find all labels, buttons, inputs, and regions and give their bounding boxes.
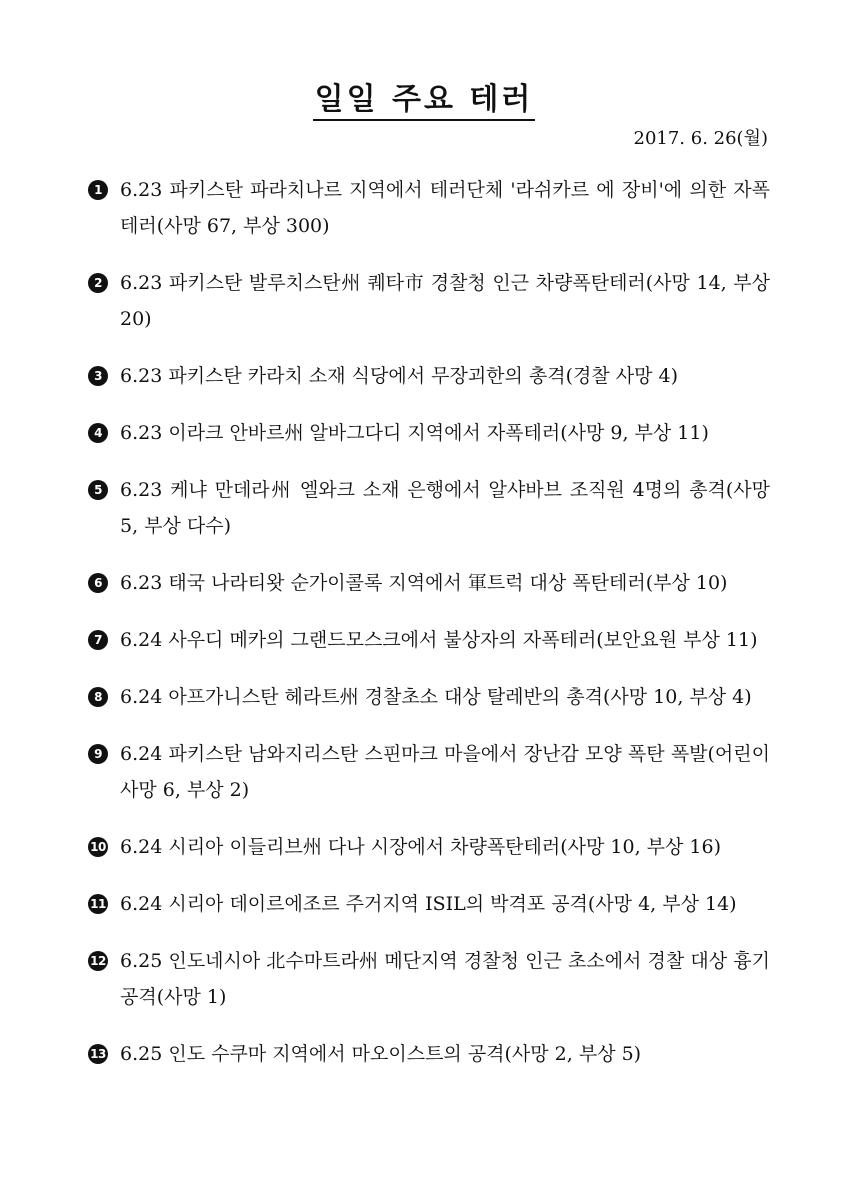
incident-text: 6.24 사우디 메카의 그랜드모스크에서 불상자의 자폭테러(보안요원 부상 11)	[120, 629, 758, 651]
incident-text: 6.23 태국 나라티왓 순가이콜록 지역에서 軍트럭 대상 폭탄테러(부상 10)	[120, 572, 728, 594]
incident-list	[88, 172, 770, 1093]
incident-text: 6.23 파키스탄 발루치스탄州 퀘타市 경찰청 인근 차량폭탄테러(사망 14, 부상 20)	[120, 272, 770, 330]
document-title-text: 일일 주요 테러	[313, 82, 536, 121]
incident-item	[88, 622, 770, 658]
document-title	[0, 74, 848, 118]
item-number-badge: 1	[88, 180, 108, 200]
report-date: 2017. 6. 26(월)	[633, 128, 768, 149]
incident-item	[88, 265, 770, 337]
incident-item	[88, 565, 770, 601]
item-number-badge: 10	[88, 837, 108, 857]
incident-text: 6.23 파키스탄 파라치나르 지역에서 테러단체 '라쉬카르 에 장비'에 의한 자폭테러(사망 67, 부상 300)	[120, 179, 770, 237]
incident-item	[88, 886, 770, 922]
item-number-badge: 7	[88, 630, 108, 650]
incident-text: 6.23 파키스탄 카라치 소재 식당에서 무장괴한의 총격(경찰 사망 4)	[120, 365, 679, 387]
item-number-badge: 4	[88, 423, 108, 443]
item-number-badge: 8	[88, 687, 108, 707]
incident-text: 6.24 시리아 이들리브州 다나 시장에서 차량폭탄테러(사망 10, 부상 16)	[120, 836, 721, 858]
incident-item	[88, 472, 770, 544]
incident-item	[88, 736, 770, 808]
incident-item	[88, 943, 770, 1015]
incident-text: 6.23 이라크 안바르州 알바그다디 지역에서 자폭테러(사망 9, 부상 11)	[120, 422, 709, 444]
item-number-badge: 2	[88, 273, 108, 293]
item-number-badge: 11	[88, 894, 108, 914]
item-number-badge: 12	[88, 951, 108, 971]
incident-item	[88, 415, 770, 451]
incident-item	[88, 829, 770, 865]
item-number-badge: 13	[88, 1044, 108, 1064]
item-number-badge: 3	[88, 366, 108, 386]
incident-text: 6.24 아프가니스탄 헤라트州 경찰초소 대상 탈레반의 총격(사망 10, 부상 4)	[120, 686, 752, 708]
incident-item	[88, 172, 770, 244]
incident-text: 6.24 시리아 데이르에조르 주거지역 ISIL의 박격포 공격(사망 4, 부상 14)	[120, 893, 737, 915]
item-number-badge: 6	[88, 573, 108, 593]
item-number-badge: 5	[88, 480, 108, 500]
incident-text: 6.25 인도네시아 北수마트라州 메단지역 경찰청 인근 초소에서 경찰 대상 흉기 공격(사망 1)	[120, 950, 770, 1008]
incident-item	[88, 679, 770, 715]
incident-item	[88, 1036, 770, 1072]
incident-text: 6.25 인도 수쿠마 지역에서 마오이스트의 공격(사망 2, 부상 5)	[120, 1043, 642, 1065]
item-number-badge: 9	[88, 744, 108, 764]
incident-text: 6.23 케냐 만데라州 엘와크 소재 은행에서 알샤바브 조직원 4명의 총격(사망 5, 부상 다수)	[120, 479, 770, 537]
incident-text: 6.24 파키스탄 남와지리스탄 스핀마크 마을에서 장난감 모양 폭탄 폭발(어린이 사망 6, 부상 2)	[120, 743, 770, 801]
incident-item	[88, 358, 770, 394]
